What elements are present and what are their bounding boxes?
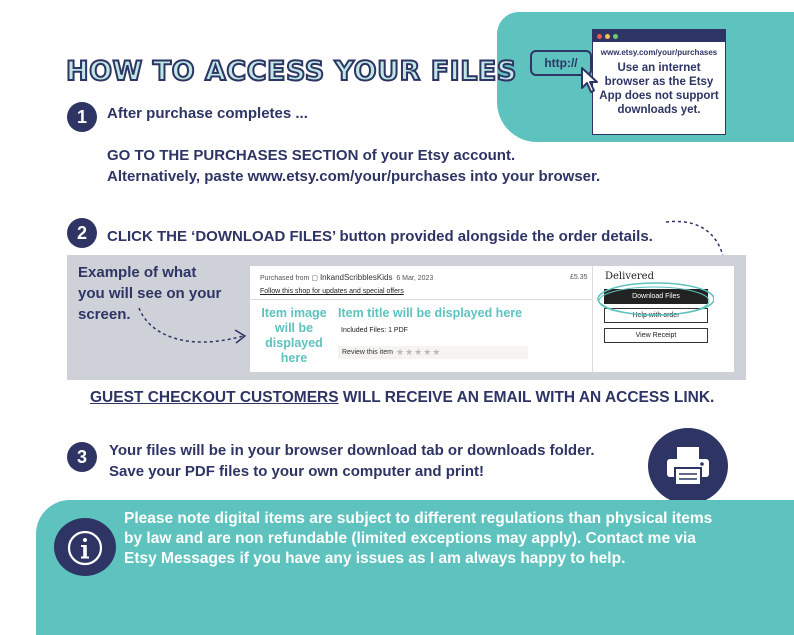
order-price: £5.35	[570, 274, 588, 281]
item-image-placeholder: Item image will be displayed here	[261, 306, 327, 365]
rating-stars[interactable]: ★★★★★	[396, 347, 442, 357]
follow-shop-link[interactable]: Follow this shop for updates and special offers	[260, 288, 404, 295]
step-1-line1: GO TO THE PURCHASES SECTION of your Etsy account.	[107, 147, 516, 164]
purchased-from	[260, 273, 433, 282]
guest-checkout-emphasis: GUEST CHECKOUT CUSTOMERS	[90, 389, 339, 406]
step-2-number: 2	[67, 218, 97, 248]
step-2-heading: CLICK THE ‘DOWNLOAD FILES’ button provided alongside the order details.	[107, 228, 653, 245]
order-card-example	[250, 266, 734, 372]
browser-illustration	[592, 29, 726, 135]
guest-checkout-text: WILL RECEIVE AN EMAIL WITH AN ACCESS LINK.	[338, 389, 715, 406]
browser-url: www.etsy.com/your/purchases	[600, 48, 718, 57]
http-label: http://	[530, 50, 592, 76]
shop-icon: ▢	[311, 275, 318, 282]
maximize-dot-icon	[613, 34, 618, 39]
step-3-number: 3	[67, 442, 97, 472]
arrow-right-icon	[135, 304, 250, 354]
review-link[interactable]: Review this item	[342, 349, 393, 356]
download-files-button[interactable]: Download Files	[604, 289, 708, 304]
highlight-scribble-icon	[594, 278, 714, 320]
step-3-line1: Your files will be in your browser download tab or downloads folder.	[109, 442, 595, 459]
item-title: Item title will be displayed here	[338, 306, 523, 320]
printer-icon	[664, 444, 712, 488]
page-title: HOW TO ACCESS YOUR FILES	[66, 56, 517, 87]
divider	[250, 299, 593, 300]
example-label-line2: you will see on your	[78, 285, 222, 302]
review-row	[338, 346, 528, 359]
step-3-line2: Save your PDF files to your own computer and print!	[109, 463, 485, 480]
minimize-dot-icon	[605, 34, 610, 39]
delivery-status: Delivered	[605, 271, 654, 282]
step-1-heading: After purchase completes ...	[107, 105, 308, 122]
example-label-line1: Example of what	[78, 264, 197, 281]
guest-checkout-notice	[90, 389, 714, 407]
close-dot-icon	[597, 34, 602, 39]
step-1-number: 1	[67, 102, 97, 132]
included-files: Included Files: 1 PDF	[341, 327, 408, 334]
shop-name: InkandScribblesKids	[319, 273, 393, 282]
browser-hint-text: Use an internet browser as the Etsy App does not support downloads yet.	[599, 62, 719, 116]
browser-titlebar	[593, 30, 725, 42]
step-1-line2: Alternatively, paste www.etsy.com/your/purchases into your browser.	[107, 168, 601, 185]
view-receipt-button[interactable]: View Receipt	[604, 328, 708, 343]
cursor-icon	[580, 66, 602, 94]
order-date: 6 Mar, 2023	[396, 275, 434, 282]
purchased-from-label: Purchased from	[260, 275, 310, 282]
refund-note: Please note digital items are subject to different regulations than physical items by law and are non refundable (limited exceptions may apply). Contact me via Etsy Messages if you have any issues as I am always happy to help.	[124, 510, 713, 567]
example-label-line3: screen.	[78, 306, 131, 323]
help-with-order-button[interactable]: Help with order	[604, 308, 708, 323]
order-details	[250, 266, 593, 372]
info-icon	[66, 529, 104, 567]
